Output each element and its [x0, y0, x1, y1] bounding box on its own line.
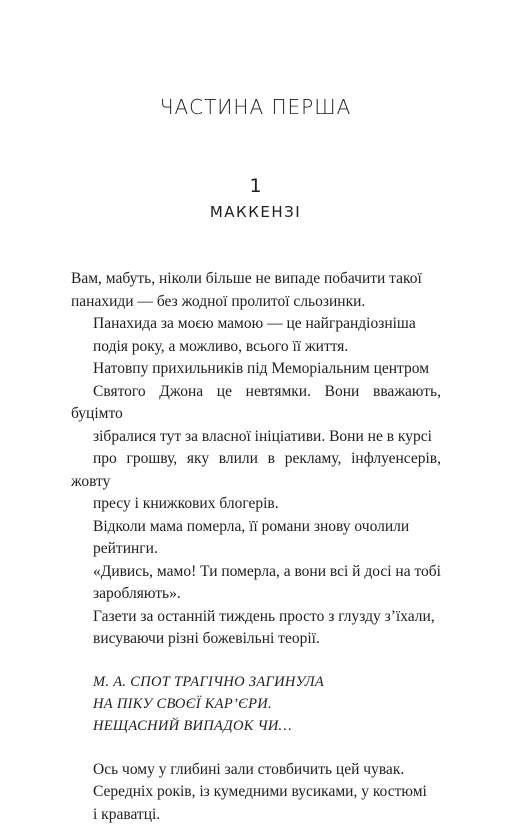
body-text	[71, 268, 441, 826]
text-line: «Дивись, мамо! Ти померла, а вони всі й досі на тобі	[71, 561, 441, 584]
text-line: Вам, мабуть, ніколи більше не випаде побачити такої	[71, 268, 441, 291]
paragraphs-before-quote	[71, 268, 441, 651]
newspaper-quote	[93, 671, 441, 737]
chapter-name: МАККЕНЗІ	[0, 203, 511, 221]
quote-line: М. А. СПОТ ТРАГІЧНО ЗАГИНУЛА	[93, 671, 441, 693]
text-line: панахиди — без жодної пролитої сльозинки.	[71, 291, 441, 314]
paragraph	[71, 358, 441, 516]
quote-line: НА ПІКУ СВОЄЇ КАР’ЄРИ.	[93, 693, 441, 715]
text-line: рейтинги.	[71, 538, 441, 561]
paragraph	[71, 516, 441, 561]
text-line: Ось чому у глибині зали стовбичить цей чувак.	[71, 759, 441, 782]
text-line: висуваючи різні божевільні теорії.	[71, 628, 441, 651]
paragraph	[71, 759, 441, 826]
text-line: пресу і книжкових блогерів.	[71, 493, 441, 516]
text-line: і краватці.	[71, 804, 441, 826]
text-line: Газети за останній тиждень просто з глузду з’їхали,	[71, 606, 441, 629]
text-line: зібралися тут за власної ініціативи. Вони не в курсі	[71, 426, 441, 449]
paragraph	[71, 313, 441, 358]
text-line: Натовпу прихильників під Меморіальним центром	[71, 358, 441, 381]
paragraph	[71, 606, 441, 651]
paragraph	[71, 561, 441, 606]
text-line: подія року, а можливо, всього її життя.	[71, 336, 441, 359]
paragraph	[71, 268, 441, 313]
text-line: Панахида за моєю мамою — це найграндіозніша	[71, 313, 441, 336]
text-line: Відколи мама померла, її романи знову очолили	[71, 516, 441, 539]
part-title: ЧАСТИНА ПЕРША	[0, 95, 511, 119]
chapter-number: 1	[0, 175, 511, 197]
text-line: про грошву, яку влили в рекламу, інфлуенсерів, жовту	[71, 448, 441, 493]
text-line: заробляють».	[71, 583, 441, 606]
quote-line: НЕЩАСНИЙ ВИПАДОК ЧИ…	[93, 715, 441, 737]
paragraphs-after-quote	[71, 759, 441, 826]
text-line: Святого Джона це невтямки. Вони вважають, буцімто	[71, 381, 441, 426]
text-line: Середніх років, із кумедними вусиками, у костюмі	[71, 781, 441, 804]
